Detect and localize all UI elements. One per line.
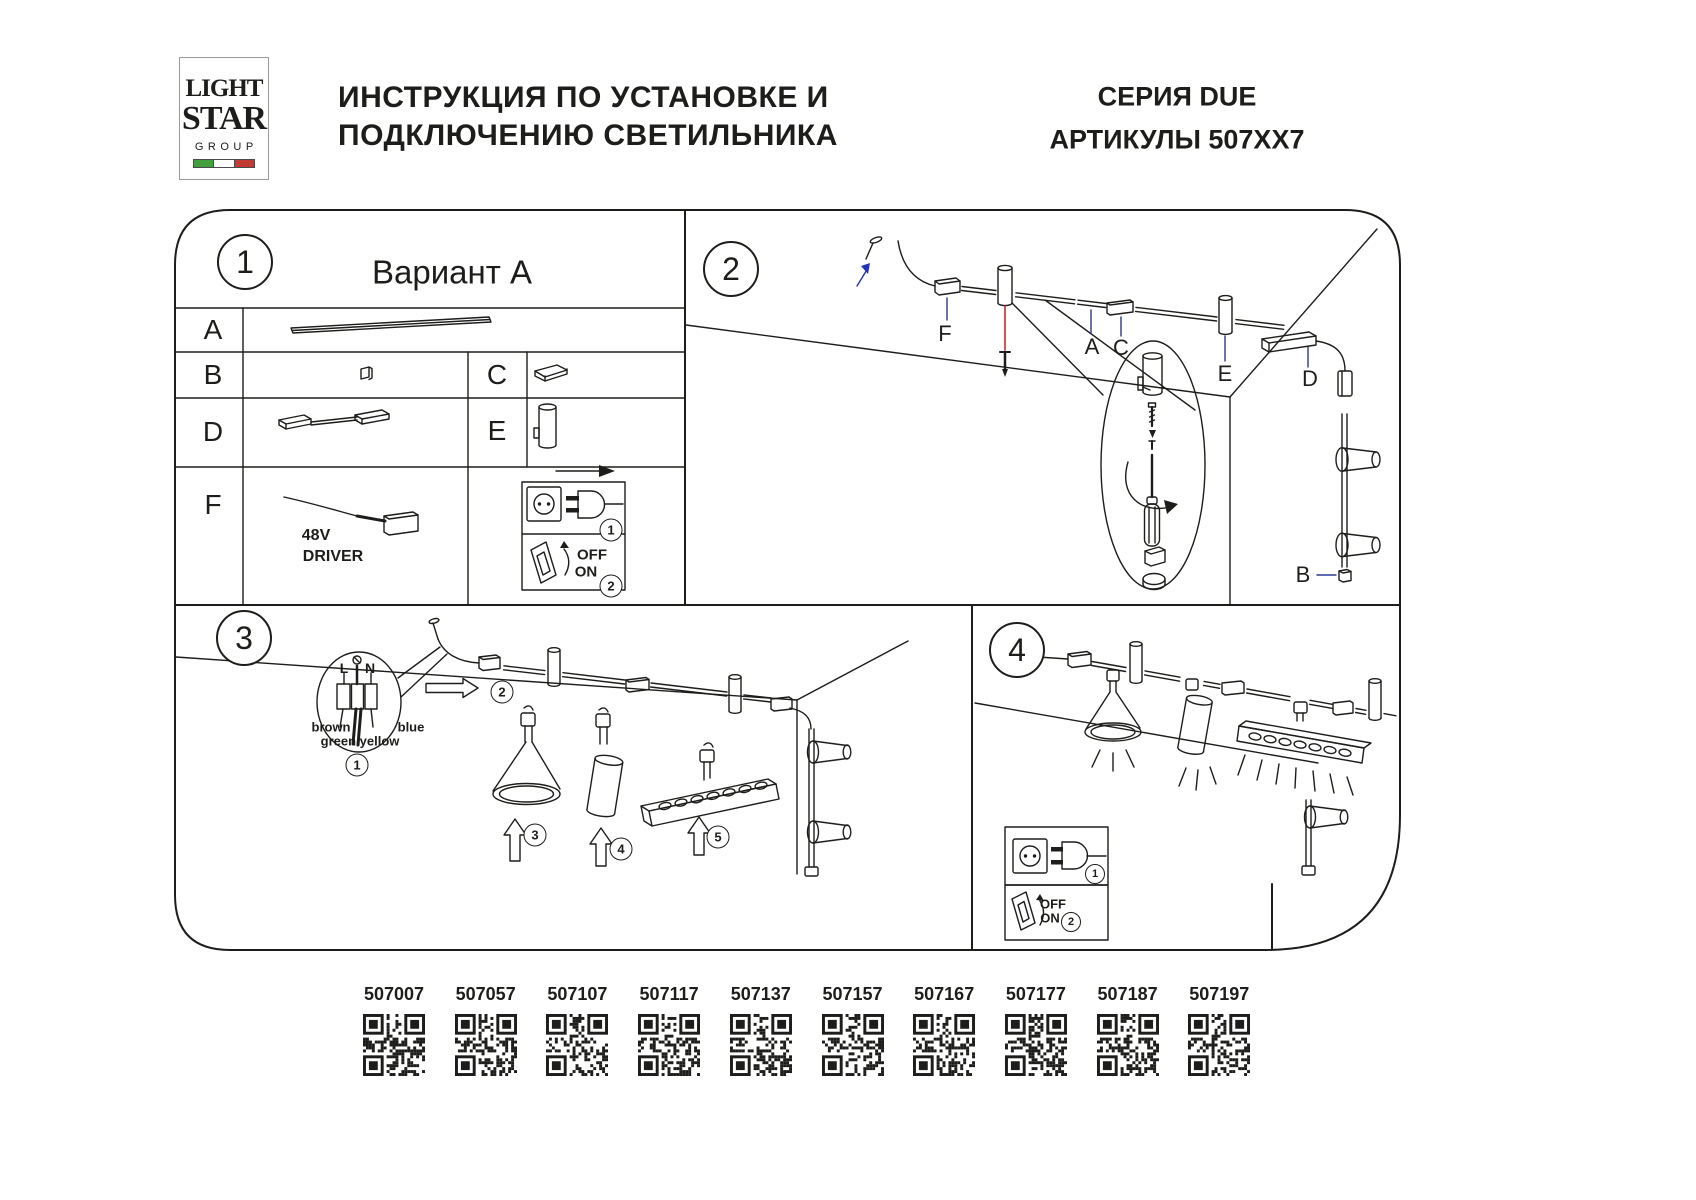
flag-red bbox=[235, 160, 254, 167]
article-number: 507187 bbox=[1097, 984, 1158, 1004]
article-item bbox=[623, 984, 715, 1076]
wire-live-label: L bbox=[339, 660, 349, 676]
qr-code bbox=[363, 1014, 425, 1076]
article-number: 507137 bbox=[730, 984, 791, 1004]
qr-code bbox=[546, 1014, 608, 1076]
panel4-drawing bbox=[975, 642, 1396, 940]
panel3-step3: 3 bbox=[524, 824, 547, 847]
panel4-switch-step: 2 bbox=[1061, 912, 1081, 932]
switch-on-label: ON bbox=[574, 563, 598, 581]
driver-name-label: DRIVER bbox=[302, 548, 364, 565]
qr-code bbox=[822, 1014, 884, 1076]
qr-code bbox=[1188, 1014, 1250, 1076]
panel3-step1: 1 bbox=[346, 754, 369, 777]
panel3-step5: 5 bbox=[707, 826, 730, 849]
panel2-drawing bbox=[686, 229, 1380, 604]
panel1-switch-step: 2 bbox=[600, 575, 623, 598]
panel1-parts bbox=[279, 317, 623, 583]
panel4-plug-step: 1 bbox=[1085, 864, 1105, 884]
qr-code bbox=[638, 1014, 700, 1076]
article-number: 507167 bbox=[914, 984, 975, 1004]
article-item bbox=[348, 984, 440, 1076]
article-number: 507007 bbox=[363, 984, 425, 1004]
article-item bbox=[1173, 984, 1265, 1076]
article-number: 507157 bbox=[822, 984, 883, 1004]
panel2-number: 2 bbox=[703, 241, 759, 297]
part-ref-f: F bbox=[938, 321, 952, 346]
logo-text-light: LIGHT bbox=[185, 75, 263, 102]
article-number: 507107 bbox=[547, 984, 608, 1004]
panel3-number: 3 bbox=[216, 610, 272, 666]
italian-flag-icon bbox=[193, 159, 255, 168]
article-number: 507177 bbox=[1005, 984, 1066, 1004]
part-label-b: B bbox=[203, 359, 223, 390]
part-ref-c: C bbox=[1113, 335, 1129, 360]
part-ref-b: B bbox=[1295, 562, 1311, 587]
article-number: 507057 bbox=[455, 984, 516, 1004]
part-label-d: D bbox=[202, 416, 224, 447]
qr-code bbox=[455, 1014, 517, 1076]
panel3-step4: 4 bbox=[610, 838, 633, 861]
logo-text-group: GROUP bbox=[194, 141, 258, 153]
part-label-a: A bbox=[203, 314, 223, 345]
wire-brown-label: brown bbox=[311, 719, 351, 735]
article-item bbox=[807, 984, 899, 1076]
articles-title: АРТИКУЛЫ 507XX7 bbox=[1049, 124, 1305, 155]
panel1-number: 1 bbox=[217, 234, 273, 290]
logo-text-star: STAR bbox=[181, 100, 267, 137]
article-item bbox=[1082, 984, 1174, 1076]
wire-neutral-label: N bbox=[364, 660, 376, 676]
panel1-plug-step: 1 bbox=[600, 519, 623, 542]
flag-green bbox=[194, 160, 213, 167]
panel4-switch-on-label: ON bbox=[1040, 910, 1060, 926]
series-title: СЕРИЯ DUE bbox=[1097, 81, 1257, 112]
qr-code bbox=[1097, 1014, 1159, 1076]
panel1-title: Вариант А bbox=[371, 253, 533, 291]
part-ref-d: D bbox=[1302, 366, 1318, 391]
part-label-c: C bbox=[486, 359, 508, 390]
driver-voltage-label: 48V bbox=[301, 527, 331, 544]
panel1-table bbox=[175, 308, 685, 605]
part-label-f: F bbox=[204, 489, 222, 520]
qr-code bbox=[1005, 1014, 1067, 1076]
article-item bbox=[898, 984, 990, 1076]
panel4-number: 4 bbox=[989, 622, 1045, 678]
article-item bbox=[531, 984, 623, 1076]
qr-code bbox=[730, 1014, 792, 1076]
wire-ground-label: green yellow bbox=[320, 733, 400, 749]
page-title-line1: ИНСТРУКЦИЯ ПО УСТАНОВКЕ И bbox=[338, 81, 829, 114]
part-label-e: E bbox=[487, 415, 507, 446]
article-item bbox=[715, 984, 807, 1076]
part-ref-a: A bbox=[1084, 334, 1100, 359]
article-item bbox=[440, 984, 532, 1076]
qr-code bbox=[913, 1014, 975, 1076]
article-number: 507117 bbox=[639, 984, 699, 1004]
page-title-line2: ПОДКЛЮЧЕНИЮ СВЕТИЛЬНИКА bbox=[338, 119, 838, 152]
switch-off-label: OFF bbox=[577, 546, 607, 564]
lightstar-logo bbox=[179, 57, 269, 180]
part-ref-e: E bbox=[1217, 361, 1233, 386]
article-number: 507197 bbox=[1189, 984, 1250, 1004]
article-item bbox=[990, 984, 1082, 1076]
flag-white bbox=[213, 160, 234, 167]
panel3-step2: 2 bbox=[491, 681, 514, 704]
wire-blue-label: blue bbox=[397, 719, 425, 735]
panel4-switch-off-label: OFF bbox=[1040, 896, 1066, 912]
